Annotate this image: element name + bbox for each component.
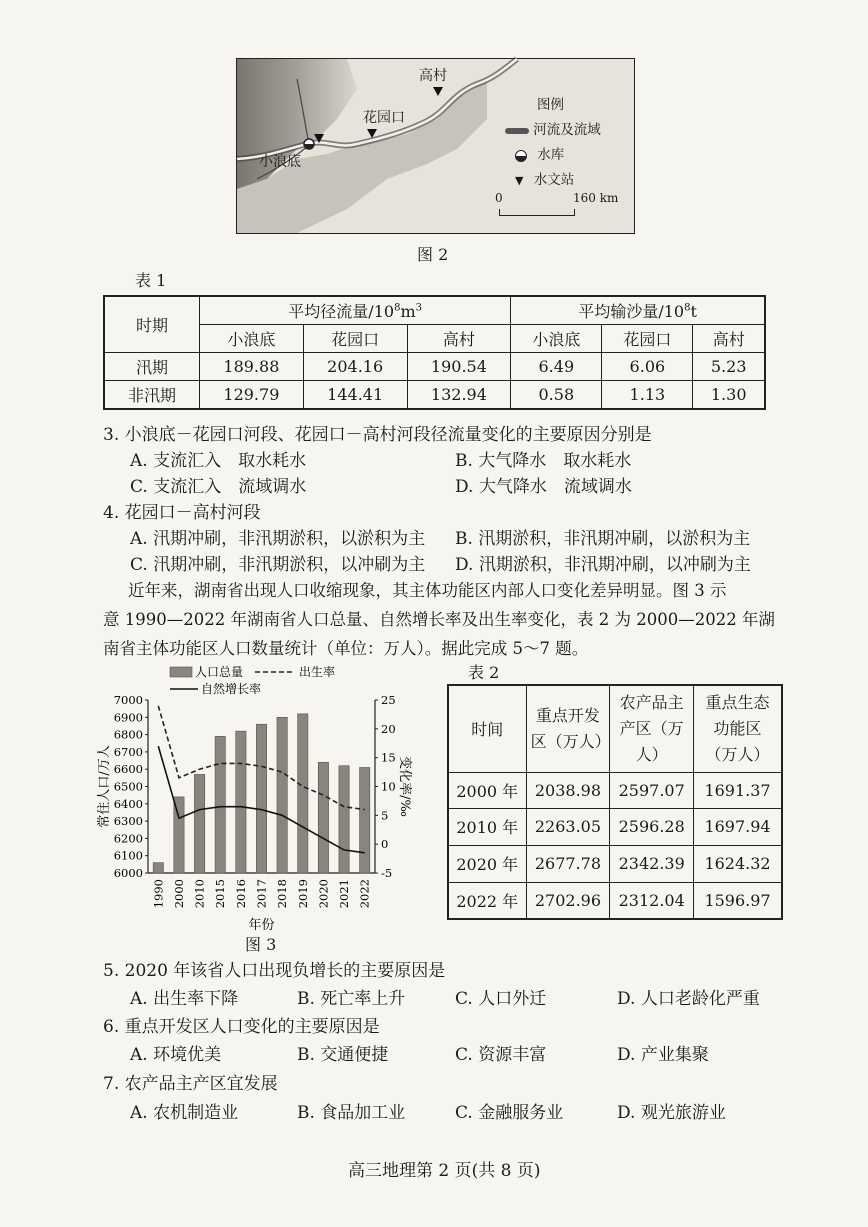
table2-header: 时间 (448, 685, 526, 772)
population-bar (360, 767, 370, 873)
q3-option-c[interactable]: C. 支流汇入 流域调水 (130, 477, 307, 497)
y2-tick-label: 10 (381, 779, 396, 794)
q5-option-d[interactable]: D. 人口老龄化严重 (617, 989, 760, 1009)
table-row: 汛期 189.88 204.16 190.54 6.49 6.06 5.23 (104, 353, 765, 381)
table-row: 2020 年 2677.78 2342.39 1624.32 (448, 845, 782, 882)
y-tick-label: 6800 (113, 727, 143, 742)
y-tick-label: 6100 (113, 848, 143, 863)
map-label-xiaolangdi: 小浪底 (259, 154, 301, 170)
question-5-stem: 5. 2020 年该省人口出现负增长的主要原因是 (103, 961, 446, 981)
map-figure (236, 58, 635, 234)
intro-line-1: 近年来，湖南省出现人口收缩现象，其主体功能区内部人口变化差异明显。图 3 示 (128, 581, 727, 600)
q4-option-b[interactable]: B. 汛期淤积，非汛期冲刷，以淤积为主 (455, 529, 751, 549)
table-row: 2000 年 2038.98 2597.07 1691.37 (448, 772, 782, 808)
scale-start: 0 (495, 191, 503, 205)
q7-option-c[interactable]: C. 金融服务业 (455, 1103, 564, 1123)
x-tick-label: 2000 (171, 879, 186, 909)
population-bar (236, 731, 246, 873)
table1-station: 高村 (407, 325, 511, 353)
population-bar (298, 714, 308, 873)
x-tick-label: 2019 (295, 879, 310, 909)
table2-header: 农产品主产区（万人） (610, 685, 694, 772)
y-tick-label: 6500 (113, 779, 143, 794)
x-tick-label: 2010 (192, 879, 207, 909)
intro-line-3: 南省主体功能区人口数量统计（单位：万人）。据此完成 5～7 题。 (103, 639, 589, 658)
x-tick-label: 2016 (233, 879, 248, 909)
table-row: 非汛期 129.79 144.41 132.94 0.58 1.13 1.30 (104, 381, 765, 410)
population-bar (215, 736, 225, 873)
q7-option-d[interactable]: D. 观光旅游业 (617, 1103, 726, 1123)
table1-station: 小浪底 (511, 325, 602, 353)
y2-tick-label: 0 (381, 837, 389, 852)
scale-bar (495, 191, 619, 211)
table1-sand-header: 平均输沙量$/10^8t$ (511, 296, 765, 325)
y-tick-label: 6300 (113, 814, 143, 829)
y-tick-label: 6000 (113, 866, 143, 880)
question-3-stem: 3. 小浪底－花园口河段、花园口－高村河段径流量变化的主要原因分别是 (103, 425, 652, 445)
q5-option-a[interactable]: A. 出生率下降 (130, 989, 239, 1009)
y2-tick-label: -5 (381, 866, 393, 880)
table2 (447, 684, 783, 920)
x-tick-label: 2020 (316, 879, 331, 909)
legend-item-station: ▼ 水文站 (505, 168, 629, 193)
q3-option-d[interactable]: D. 大气降水 流域调水 (455, 477, 632, 497)
y-tick-label: 6900 (113, 710, 143, 725)
x-tick-label: 2022 (357, 879, 372, 909)
table1-station: 花园口 (602, 325, 693, 353)
table2-header: 重点生态功能区（万人） (694, 685, 782, 772)
y2-tick-label: 25 (381, 693, 396, 707)
legend-title: 图例 (537, 97, 564, 113)
table1-title: 表 1 (135, 271, 167, 290)
table-row: 2022 年 2702.96 2312.04 1596.97 (448, 882, 782, 919)
y2-axis-title: 变化率/‰ (397, 756, 412, 817)
y2-tick-label: 15 (381, 750, 396, 765)
page-footer: 高三地理第 2 页(共 8 页) (348, 1161, 541, 1181)
population-chart (90, 660, 410, 960)
y2-tick-label: 20 (381, 721, 396, 736)
table2-title: 表 2 (468, 663, 500, 682)
map-legend (505, 93, 629, 193)
x-tick-label: 2015 (213, 879, 228, 909)
q3-option-b[interactable]: B. 大气降水 取水耗水 (455, 451, 632, 471)
q6-option-c[interactable]: C. 资源丰富 (455, 1045, 547, 1065)
y2-tick-label: 5 (381, 808, 389, 823)
x-tick-label: 2021 (337, 879, 352, 909)
river-swatch-icon (505, 128, 529, 134)
population-bar (318, 762, 328, 873)
table1-station: 高村 (693, 325, 765, 353)
station-icon: ▼ (515, 174, 524, 187)
table1 (103, 295, 766, 410)
y-tick-label: 6200 (113, 831, 143, 846)
x-axis-title: 年份 (248, 918, 275, 933)
q6-option-d[interactable]: D. 产业集聚 (617, 1045, 709, 1065)
q5-option-c[interactable]: C. 人口外迁 (455, 989, 547, 1009)
question-4-stem: 4. 花园口－高村河段 (103, 503, 261, 523)
y-tick-label: 6400 (113, 796, 143, 811)
question-7-stem: 7. 农产品主产区宜发展 (103, 1074, 278, 1094)
y-tick-label: 6600 (113, 762, 143, 777)
legend-swatch-bar (170, 667, 192, 677)
map-label-gaocun: 高村 (419, 68, 447, 84)
table1-period-header: 时期 (104, 296, 200, 353)
reservoir-icon (515, 150, 527, 162)
legend-label-birth-rate: 出生率 (299, 665, 336, 679)
q4-option-a[interactable]: A. 汛期冲刷，非汛期淤积，以淤积为主 (130, 529, 426, 549)
table1-station: 小浪底 (200, 325, 304, 353)
q7-option-b[interactable]: B. 食品加工业 (297, 1103, 406, 1123)
legend-item-river: 河流及流域 (505, 118, 629, 143)
q5-option-b[interactable]: B. 死亡率上升 (297, 989, 406, 1009)
x-tick-label: 1990 (151, 879, 166, 909)
population-bar (153, 863, 163, 873)
y-axis-title: 常住人口/万人 (97, 745, 112, 828)
q6-option-a[interactable]: A. 环境优美 (130, 1045, 222, 1065)
q4-option-d[interactable]: D. 汛期淤积，非汛期冲刷，以冲刷为主 (455, 555, 751, 575)
q7-option-a[interactable]: A. 农机制造业 (130, 1103, 239, 1123)
y-tick-label: 7000 (113, 693, 143, 707)
table-row: 2010 年 2263.05 2596.28 1697.94 (448, 808, 782, 845)
map-caption: 图 2 (417, 245, 449, 264)
legend-label-natural-growth: 自然增长率 (201, 682, 262, 696)
table2-header: 重点开发区（万人） (526, 685, 610, 772)
x-tick-label: 2018 (275, 879, 290, 909)
q4-option-c[interactable]: C. 汛期冲刷，非汛期淤积，以冲刷为主 (130, 555, 426, 575)
table1-runoff-header: 平均径流量$/10^8m^3$ (200, 296, 511, 325)
population-bar (256, 724, 266, 873)
intro-line-2: 意 1990—2022 年湖南省人口总量、自然增长率及出生率变化，表 2 为 2000—2022 年湖 (103, 610, 775, 629)
table1-station: 花园口 (303, 325, 407, 353)
legend-label-population: 人口总量 (195, 665, 244, 679)
legend-item-reservoir: 水库 (505, 143, 629, 168)
chart-caption: 图 3 (245, 935, 277, 954)
question-6-stem: 6. 重点开发区人口变化的主要原因是 (103, 1017, 380, 1037)
map-label-huayuankou: 花园口 (363, 110, 405, 126)
population-bar (194, 774, 204, 873)
q6-option-b[interactable]: B. 交通便捷 (297, 1045, 389, 1065)
x-tick-label: 2017 (254, 879, 269, 909)
scale-end: 160 km (573, 191, 619, 205)
q3-option-a[interactable]: A. 支流汇入 取水耗水 (130, 451, 307, 471)
y-tick-label: 6700 (113, 744, 143, 759)
population-bar (277, 717, 287, 873)
population-bar (339, 766, 349, 873)
